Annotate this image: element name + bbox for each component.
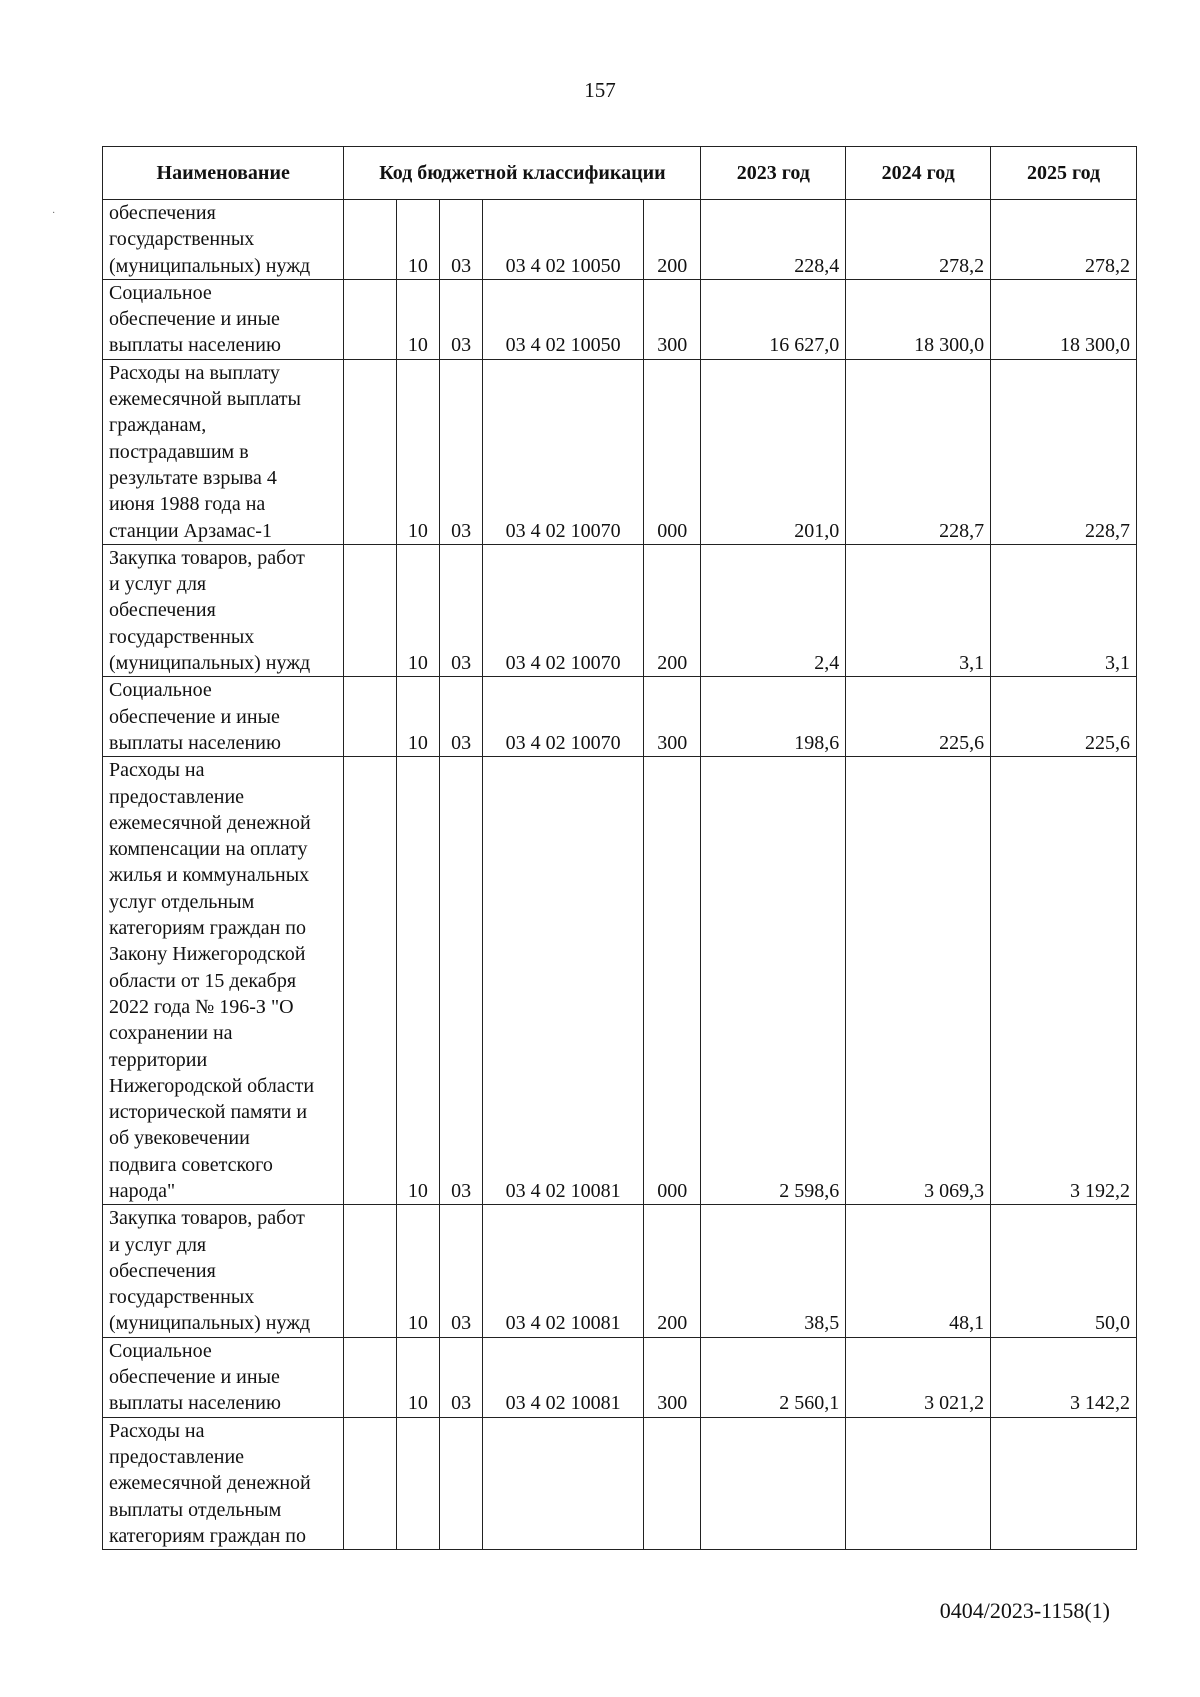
table-row [103,1417,1137,1549]
cell-name: Социальное обеспечение и иные выплаты населению [103,1337,344,1417]
header-2025: 2025 год [991,147,1137,200]
cell-2023: 2 598,6 [701,757,846,1205]
cell-section: 10 [396,279,439,359]
cell-2023: 201,0 [701,359,846,544]
cell-blank [344,677,396,757]
cell-expense-type: 200 [644,200,701,280]
cell-expense-type: 000 [644,359,701,544]
cell-section: 10 [396,200,439,280]
cell-blank [344,279,396,359]
table-row [103,1337,1137,1417]
table-row [103,279,1137,359]
cell-section: 10 [396,359,439,544]
cell-blank [344,1417,396,1549]
cell-expense-type: 000 [644,757,701,1205]
cell-subsection: 03 [439,279,482,359]
cell-2025: 225,6 [991,677,1137,757]
cell-name: Социальное обеспечение и иные выплаты населению [103,677,344,757]
cell-target-article [483,1417,644,1549]
cell-2024: 3,1 [846,544,991,676]
cell-2025: 3 142,2 [991,1337,1137,1417]
cell-2023 [701,1417,846,1549]
header-2024: 2024 год [846,147,991,200]
cell-2024: 278,2 [846,200,991,280]
cell-name: Закупка товаров, работ и услуг для обеспечения государственных (муниципальных) нужд [103,544,344,676]
cell-target-article: 03 4 02 10081 [483,1205,644,1337]
table-row [103,1205,1137,1337]
header-budget-code: Код бюджетной классификации [344,147,701,200]
cell-blank [344,200,396,280]
cell-name: Расходы на предоставление ежемесячной денежной выплаты отдельным категориям граждан по [103,1417,344,1549]
table-body [103,200,1137,1550]
header-name: Наименование [103,147,344,200]
cell-name: Расходы на выплату ежемесячной выплаты гражданам, пострадавшим в результате взрыва 4 июня 1988 года на станции Арзамас-1 [103,359,344,544]
cell-target-article: 03 4 02 10070 [483,359,644,544]
cell-section: 10 [396,757,439,1205]
cell-subsection: 03 [439,1337,482,1417]
table-header-row [103,147,1137,200]
cell-blank [344,544,396,676]
cell-subsection [439,1417,482,1549]
scan-artifact: · [52,208,56,219]
cell-subsection: 03 [439,200,482,280]
cell-expense-type: 200 [644,1205,701,1337]
cell-expense-type: 200 [644,544,701,676]
table-row [103,359,1137,544]
cell-2024: 18 300,0 [846,279,991,359]
cell-target-article: 03 4 02 10050 [483,279,644,359]
cell-2025: 278,2 [991,200,1137,280]
cell-name: Расходы на предоставление ежемесячной денежной компенсации на оплату жилья и коммунальных услуг отдельным категориям граждан по Закону Нижегородской области от 15 декабря 2022 года № 196-З "О сохранении на территории Нижегородской области исторической памяти и об увековечении подвига советского народа" [103,757,344,1205]
cell-expense-type: 300 [644,1337,701,1417]
cell-section: 10 [396,677,439,757]
page-number: 157 [584,78,616,102]
cell-section: 10 [396,1205,439,1337]
table-row [103,757,1137,1205]
cell-target-article: 03 4 02 10050 [483,200,644,280]
table-row [103,544,1137,676]
document-code: 0404/2023-1158(1) [939,1598,1110,1623]
cell-2024: 3 069,3 [846,757,991,1205]
cell-2023: 198,6 [701,677,846,757]
cell-blank [344,1205,396,1337]
cell-expense-type: 300 [644,279,701,359]
cell-2024: 228,7 [846,359,991,544]
cell-2025: 228,7 [991,359,1137,544]
cell-target-article: 03 4 02 10081 [483,757,644,1205]
cell-subsection: 03 [439,1205,482,1337]
cell-blank [344,1337,396,1417]
table-row [103,200,1137,280]
budget-table [102,146,1137,1550]
cell-subsection: 03 [439,544,482,676]
cell-2025: 3 192,2 [991,757,1137,1205]
cell-2025 [991,1417,1137,1549]
cell-subsection: 03 [439,359,482,544]
cell-blank [344,359,396,544]
cell-expense-type [644,1417,701,1549]
cell-section: 10 [396,544,439,676]
cell-target-article: 03 4 02 10070 [483,544,644,676]
header-2023: 2023 год [701,147,846,200]
cell-target-article: 03 4 02 10070 [483,677,644,757]
cell-2024: 48,1 [846,1205,991,1337]
cell-2023: 2 560,1 [701,1337,846,1417]
cell-2024: 225,6 [846,677,991,757]
table-row [103,677,1137,757]
cell-2025: 3,1 [991,544,1137,676]
cell-2025: 50,0 [991,1205,1137,1337]
cell-name: Закупка товаров, работ и услуг для обеспечения государственных (муниципальных) нужд [103,1205,344,1337]
cell-2023: 16 627,0 [701,279,846,359]
cell-2023: 228,4 [701,200,846,280]
cell-name: обеспечения государственных (муниципальных) нужд [103,200,344,280]
cell-expense-type: 300 [644,677,701,757]
cell-name: Социальное обеспечение и иные выплаты населению [103,279,344,359]
cell-2024: 3 021,2 [846,1337,991,1417]
cell-subsection: 03 [439,757,482,1205]
cell-section: 10 [396,1337,439,1417]
cell-target-article: 03 4 02 10081 [483,1337,644,1417]
cell-2024 [846,1417,991,1549]
cell-2023: 38,5 [701,1205,846,1337]
cell-2023: 2,4 [701,544,846,676]
cell-subsection: 03 [439,677,482,757]
cell-blank [344,757,396,1205]
cell-2025: 18 300,0 [991,279,1137,359]
cell-section [396,1417,439,1549]
